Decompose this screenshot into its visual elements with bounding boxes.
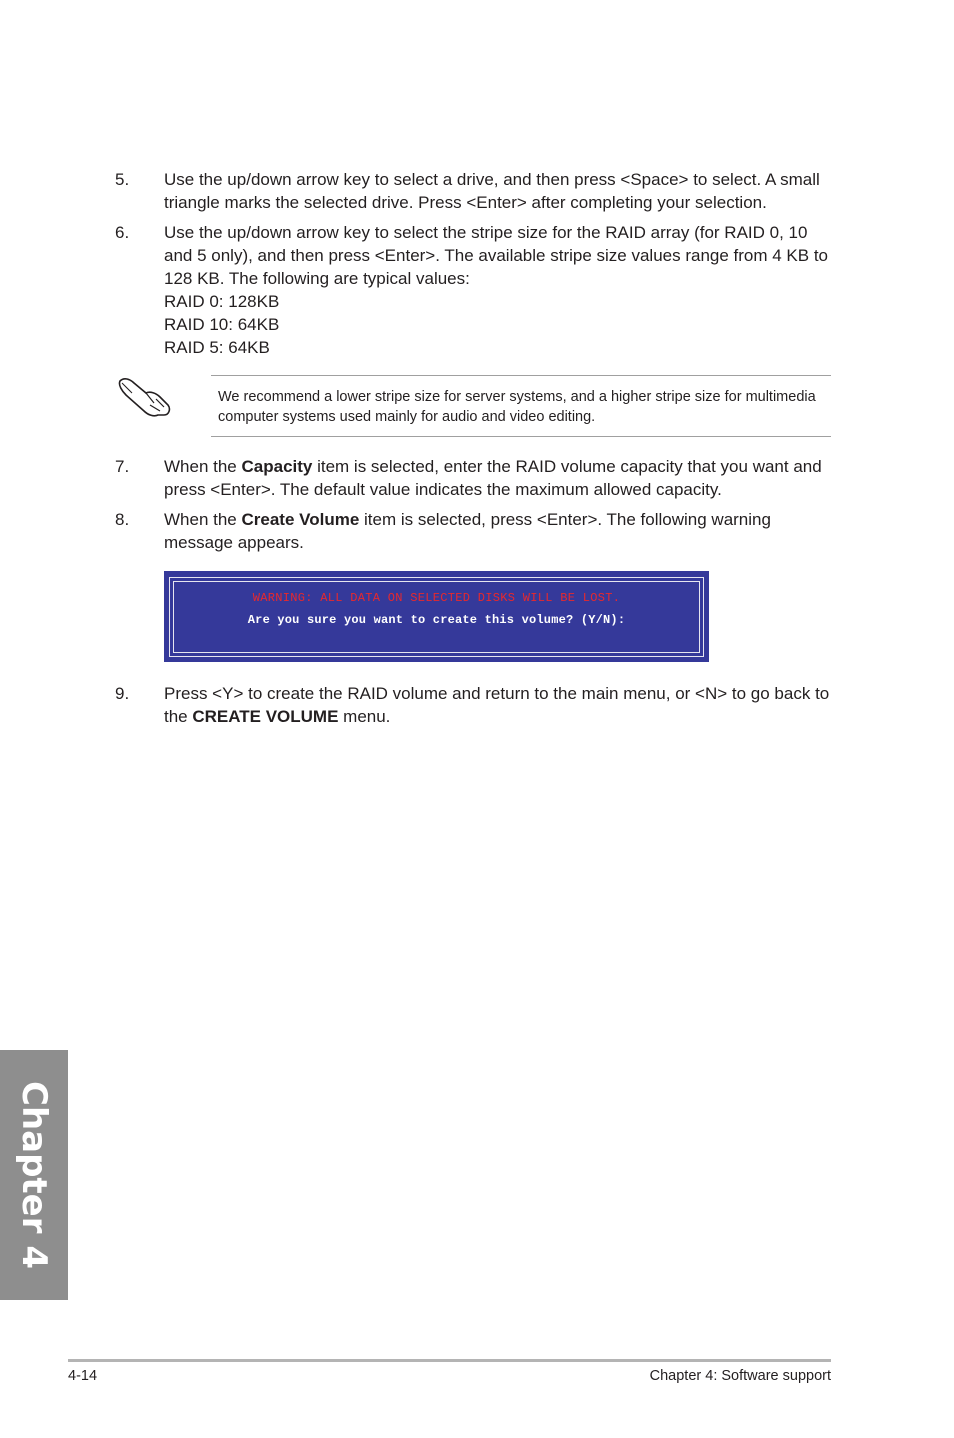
- note-box: [211, 375, 831, 437]
- step-number: 8.: [115, 510, 130, 529]
- footer-divider: [68, 1359, 831, 1362]
- bios-warning-dialog: [164, 571, 709, 662]
- step-text: Use the up/down arrow key to select a drive, and then press <Space> to select. A small triangle marks the selected drive. Press <Enter> after completing your selection.: [164, 170, 820, 212]
- step-9: [115, 682, 835, 728]
- confirm-prompt: Are you sure you want to create this volume? (Y/N):: [247, 613, 626, 627]
- create-volume-menu-term: CREATE VOLUME: [192, 707, 339, 726]
- step-7: [115, 455, 835, 501]
- text-segment: When the: [164, 457, 242, 476]
- step-number: 6.: [115, 223, 130, 242]
- step-text: [164, 455, 835, 501]
- stripe-value-raid0: RAID 0: 128KB: [164, 292, 280, 311]
- step-number: 5.: [115, 170, 130, 189]
- step-5: [115, 168, 835, 214]
- step-text: [164, 508, 835, 554]
- note-text: We recommend a lower stripe size for server systems, and a higher stripe size for multimedia computer systems used mainly for audio and video editing.: [218, 389, 816, 425]
- text-segment: item is selected, enter the RAID volume capacity that you want and press <Enter>. The default value indicates the maximum allowed capacity.: [164, 457, 822, 499]
- warning-message: WARNING: ALL DATA ON SELECTED DISKS WILL BE LOST.: [252, 591, 621, 605]
- text-segment: Press <Y> to create the RAID volume and return to the main menu, or <N> to go back to the: [164, 684, 830, 726]
- step-text: [164, 682, 835, 728]
- chapter-side-tab: [0, 1050, 68, 1300]
- step-8: [115, 508, 835, 554]
- step-number: 9.: [115, 684, 130, 703]
- text-segment: When the: [164, 510, 242, 529]
- page-number: 4-14: [68, 1368, 98, 1384]
- create-volume-term: Create Volume: [241, 510, 360, 529]
- chapter-tab-label: Chapter 4: [14, 1080, 54, 1270]
- stripe-value-raid5: RAID 5: 64KB: [164, 338, 270, 357]
- step-text: Use the up/down arrow key to select the stripe size for the RAID array (for RAID 0, 10 and 5 only), and then press <Enter>. The available stripe size values range from 4 KB to 128 KB. The following are typical values:: [164, 223, 829, 288]
- pointing-hand-icon: [116, 375, 172, 419]
- step-6: [115, 221, 835, 359]
- capacity-term: Capacity: [241, 457, 313, 476]
- stripe-value-raid10: RAID 10: 64KB: [164, 315, 280, 334]
- text-segment: item is selected, press <Enter>. The following warning message appears.: [164, 510, 771, 552]
- text-segment: menu.: [338, 707, 391, 726]
- step-number: 7.: [115, 457, 130, 476]
- footer-section-title: Chapter 4: Software support: [649, 1368, 831, 1384]
